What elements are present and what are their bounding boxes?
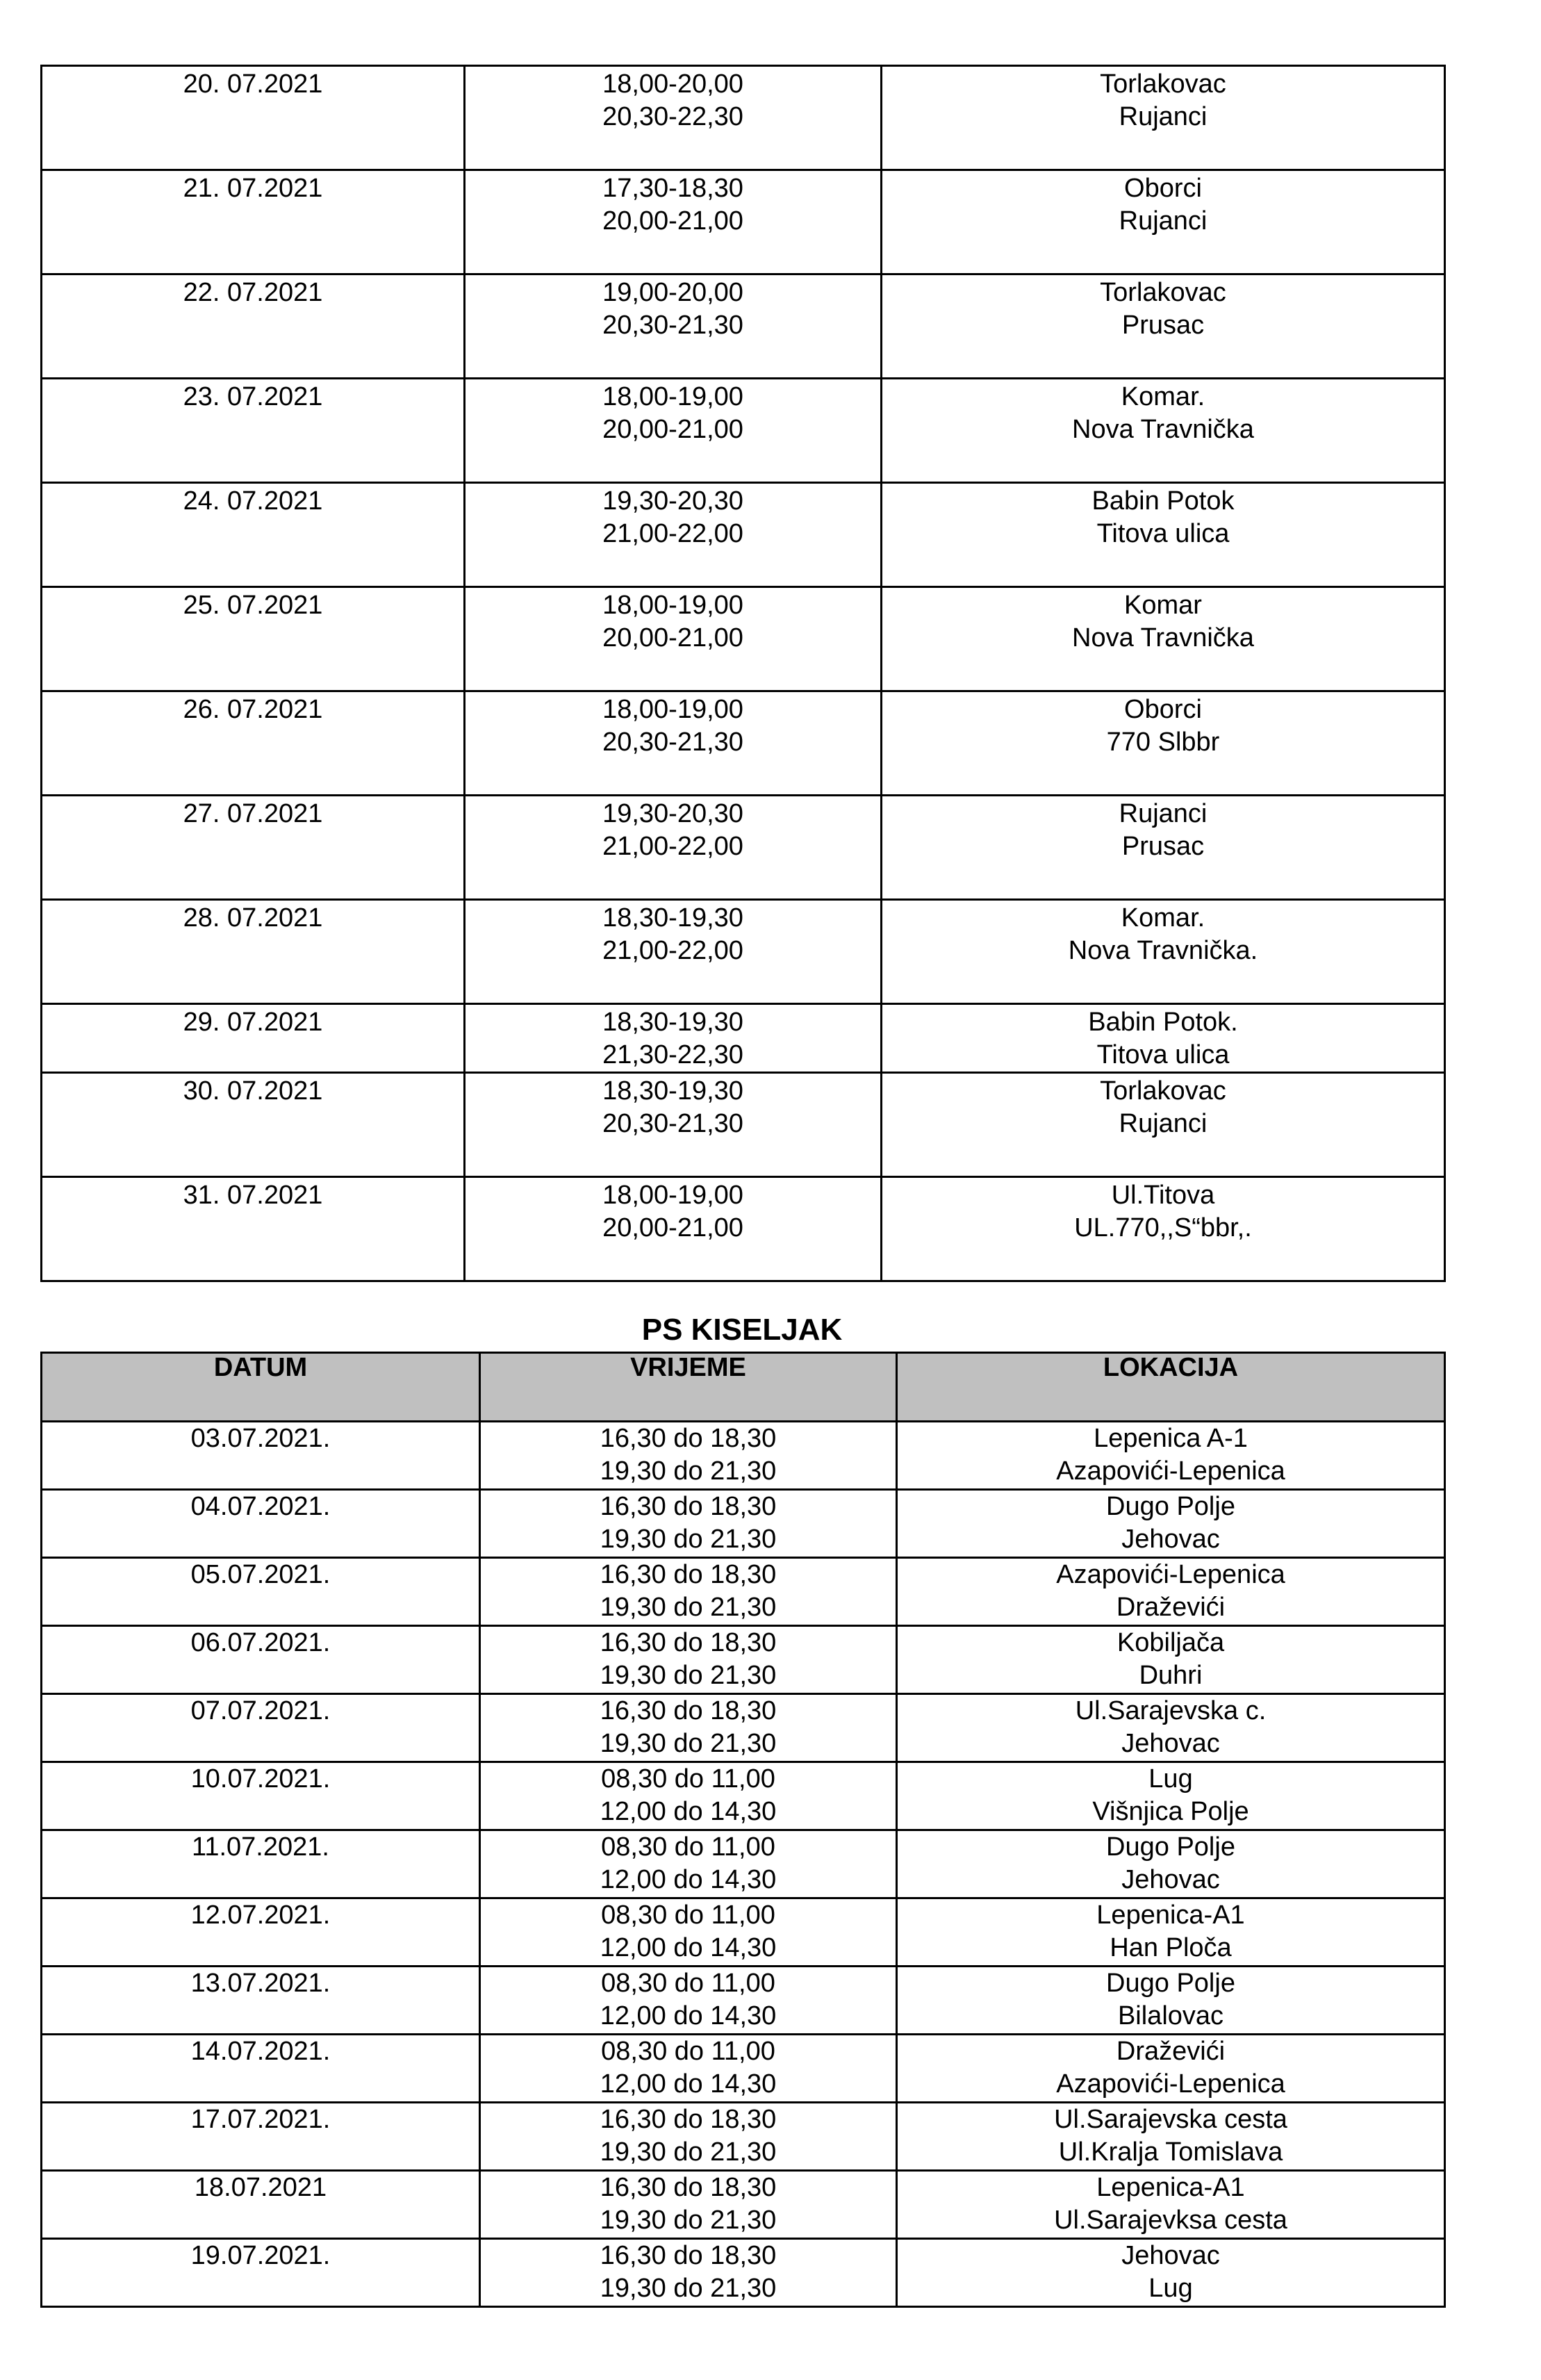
time-slot: 16,30 do 18,30 (600, 1628, 777, 1657)
table-header-row (42, 1353, 1445, 1422)
location-name: Draževići (1116, 2037, 1226, 2066)
date-cell: 31. 07.2021 (42, 1177, 465, 1281)
time-cell (465, 483, 882, 587)
time-slot: 08,30 do 11,00 (601, 1901, 775, 1930)
location-name: Dugo Polje (1106, 1969, 1235, 1998)
date-cell: 13.07.2021. (42, 1967, 480, 2035)
location-name: Oborci (1124, 695, 1202, 724)
time-cell (465, 691, 882, 796)
time-slot: 19,30 do 21,30 (600, 1593, 777, 1622)
table-row (42, 66, 1445, 170)
location-name: Jehovac (1121, 2241, 1220, 2270)
date-cell: 05.07.2021. (42, 1558, 480, 1626)
time-cell (480, 2239, 897, 2307)
location-name: Lepenica-A1 (1096, 1901, 1245, 1930)
location-name: Dugo Polje (1106, 1492, 1235, 1521)
date-cell: 14.07.2021. (42, 2035, 480, 2103)
table-row (42, 587, 1445, 691)
location-name: Han Ploča (1110, 1933, 1232, 1962)
time-slot: 16,30 do 18,30 (600, 1696, 777, 1725)
location-cell (897, 1898, 1445, 1967)
location-name: Ul.Sarajevska c. (1075, 1696, 1267, 1725)
location-cell (882, 1073, 1445, 1177)
time-slot: 19,30-20,30 (602, 799, 743, 828)
table-row (42, 1177, 1445, 1281)
location-name: Torlakovac (1100, 1076, 1226, 1106)
table-row (42, 1830, 1445, 1898)
date-cell: 17.07.2021. (42, 2103, 480, 2171)
location-name: Azapovići-Lepenica (1056, 1456, 1285, 1486)
time-slot: 19,30 do 21,30 (600, 2274, 777, 2303)
location-cell (882, 274, 1445, 379)
time-slot: 12,00 do 14,30 (600, 2001, 777, 2030)
location-name: Jehovac (1121, 1525, 1220, 1554)
location-name: Rujanci (1119, 102, 1208, 131)
table-row (42, 1422, 1445, 1490)
time-slot: 16,30 do 18,30 (600, 2173, 777, 2202)
location-cell (882, 691, 1445, 796)
time-slot: 21,30-22,30 (602, 1040, 743, 1069)
time-cell (465, 796, 882, 900)
table-row (42, 1967, 1445, 2035)
table-row (42, 1004, 1445, 1073)
location-name: Ul.Titova (1111, 1181, 1215, 1210)
location-cell (897, 1422, 1445, 1490)
location-name: Prusac (1121, 832, 1205, 861)
date-cell: 25. 07.2021 (42, 587, 465, 691)
time-cell (465, 1177, 882, 1281)
time-cell (480, 1898, 897, 1967)
location-cell (882, 170, 1445, 274)
time-cell (480, 1830, 897, 1898)
date-cell: 19.07.2021. (42, 2239, 480, 2307)
location-cell (897, 2103, 1445, 2171)
time-cell (480, 1422, 897, 1490)
header-datum: DATUM (42, 1353, 480, 1422)
location-cell (897, 1830, 1445, 1898)
date-cell: 07.07.2021. (42, 1694, 480, 1762)
time-slot: 12,00 do 14,30 (600, 2069, 777, 2099)
time-slot: 20,00-21,00 (602, 415, 743, 444)
time-slot: 18,30-19,30 (602, 903, 743, 933)
location-cell (897, 1490, 1445, 1558)
time-cell (480, 1967, 897, 2035)
time-slot: 08,30 do 11,00 (601, 1764, 775, 1794)
location-cell (882, 483, 1445, 587)
time-slot: 21,00-22,00 (602, 832, 743, 861)
time-slot: 12,00 do 14,30 (600, 1865, 777, 1894)
time-cell (465, 1004, 882, 1073)
location-cell (897, 1762, 1445, 1830)
location-cell (882, 900, 1445, 1004)
table-row (42, 379, 1445, 483)
time-slot: 18,30-19,30 (602, 1008, 743, 1037)
table-row (42, 2171, 1445, 2239)
location-name: Prusac (1121, 311, 1205, 340)
location-name: Azapovići-Lepenica (1056, 2069, 1285, 2099)
location-name: UL.770,,S“bbr,. (1074, 1213, 1252, 1242)
location-name: Ul.Sarajevska cesta (1054, 2105, 1287, 2134)
time-cell (465, 379, 882, 483)
time-slot: 19,30 do 21,30 (600, 1661, 777, 1690)
date-cell: 27. 07.2021 (42, 796, 465, 900)
time-slot: 20,30-21,30 (602, 728, 743, 757)
location-name: Torlakovac (1100, 278, 1226, 307)
time-slot: 21,00-22,00 (602, 519, 743, 548)
date-cell: 22. 07.2021 (42, 274, 465, 379)
time-slot: 18,00-19,00 (602, 1181, 743, 1210)
time-slot: 20,00-21,00 (602, 1213, 743, 1242)
time-slot: 20,00-21,00 (602, 206, 743, 236)
time-slot: 19,30 do 21,30 (600, 2137, 777, 2167)
table-row (42, 2103, 1445, 2171)
location-name: 770 Slbbr (1106, 728, 1220, 757)
location-name: Duhri (1139, 1661, 1203, 1690)
time-slot: 16,30 do 18,30 (600, 1560, 777, 1589)
date-cell: 21. 07.2021 (42, 170, 465, 274)
schedule-table-kiseljak (40, 1352, 1446, 2308)
location-cell (897, 2171, 1445, 2239)
location-name: Rujanci (1119, 799, 1208, 828)
location-name: Draževići (1116, 1593, 1226, 1622)
time-slot: 16,30 do 18,30 (600, 2241, 777, 2270)
time-cell (465, 170, 882, 274)
time-slot: 19,30-20,30 (602, 486, 743, 516)
date-cell: 03.07.2021. (42, 1422, 480, 1490)
time-cell (465, 66, 882, 170)
header-vrijeme: VRIJEME (480, 1353, 897, 1422)
location-name: Torlakovac (1100, 69, 1226, 99)
time-slot: 16,30 do 18,30 (600, 2105, 777, 2134)
date-cell: 29. 07.2021 (42, 1004, 465, 1073)
location-cell (882, 1004, 1445, 1073)
time-cell (465, 1073, 882, 1177)
time-cell (465, 274, 882, 379)
time-cell (465, 587, 882, 691)
time-slot: 19,30 do 21,30 (600, 1729, 777, 1758)
location-name: Titova ulica (1096, 1040, 1230, 1069)
location-cell (897, 2239, 1445, 2307)
schedule-table-1-body (42, 66, 1445, 1281)
date-cell: 06.07.2021. (42, 1626, 480, 1694)
location-name: Oborci (1124, 174, 1202, 203)
location-cell (882, 587, 1445, 691)
location-name: Ul.Kralja Tomislava (1058, 2137, 1283, 2167)
location-cell (882, 796, 1445, 900)
time-slot: 21,00-22,00 (602, 936, 743, 965)
date-cell: 11.07.2021. (42, 1830, 480, 1898)
date-cell: 12.07.2021. (42, 1898, 480, 1967)
table-row (42, 1762, 1445, 1830)
table-row (42, 483, 1445, 587)
location-name: Lepenica A-1 (1094, 1424, 1248, 1453)
time-cell (480, 1558, 897, 1626)
date-cell: 20. 07.2021 (42, 66, 465, 170)
date-cell: 10.07.2021. (42, 1762, 480, 1830)
location-name: Azapovići-Lepenica (1056, 1560, 1285, 1589)
location-cell (897, 1558, 1445, 1626)
time-slot: 08,30 do 11,00 (601, 2037, 775, 2066)
time-slot: 19,30 do 21,30 (600, 1525, 777, 1554)
time-slot: 18,00-19,00 (602, 382, 743, 411)
time-slot: 12,00 do 14,30 (600, 1797, 777, 1826)
time-slot: 20,30-21,30 (602, 1109, 743, 1138)
table-row (42, 2239, 1445, 2307)
time-cell (480, 2035, 897, 2103)
time-slot: 12,00 do 14,30 (600, 1933, 777, 1962)
time-slot: 18,00-19,00 (602, 695, 743, 724)
date-cell: 24. 07.2021 (42, 483, 465, 587)
time-slot: 19,30 do 21,30 (600, 2206, 777, 2235)
table-row (42, 1898, 1445, 1967)
location-cell (882, 1177, 1445, 1281)
location-name: Komar (1124, 591, 1202, 620)
table-row (42, 1073, 1445, 1177)
location-cell (882, 379, 1445, 483)
date-cell: 30. 07.2021 (42, 1073, 465, 1177)
header-lokacija: LOKACIJA (897, 1353, 1445, 1422)
location-name: Jehovac (1121, 1865, 1220, 1894)
table-row (42, 796, 1445, 900)
location-cell (882, 66, 1445, 170)
location-name: Dugo Polje (1106, 1832, 1235, 1862)
location-name: Jehovac (1121, 1729, 1220, 1758)
date-cell: 04.07.2021. (42, 1490, 480, 1558)
time-slot: 19,30 do 21,30 (600, 1456, 777, 1486)
location-name: Titova ulica (1096, 519, 1230, 548)
location-name: Lepenica-A1 (1096, 2173, 1245, 2202)
time-slot: 16,30 do 18,30 (600, 1424, 777, 1453)
section-title-ps-kiseljak: PS KISELJAK (641, 1313, 843, 1347)
time-slot: 08,30 do 11,00 (601, 1832, 775, 1862)
date-cell: 28. 07.2021 (42, 900, 465, 1004)
location-cell (897, 2035, 1445, 2103)
location-name: Komar. (1121, 382, 1205, 411)
time-slot: 17,30-18,30 (602, 174, 743, 203)
location-name: Lug (1148, 2274, 1193, 2303)
location-name: Višnjica Polje (1092, 1797, 1249, 1826)
location-name: Komar. (1121, 903, 1205, 933)
time-cell (480, 2103, 897, 2171)
table-row (42, 1694, 1445, 1762)
location-cell (897, 1626, 1445, 1694)
time-slot: 20,00-21,00 (602, 623, 743, 653)
location-cell (897, 1967, 1445, 2035)
location-cell (897, 1694, 1445, 1762)
table-row (42, 2035, 1445, 2103)
time-slot: 18,30-19,30 (602, 1076, 743, 1106)
time-slot: 16,30 do 18,30 (600, 1492, 777, 1521)
time-slot: 20,30-21,30 (602, 311, 743, 340)
time-cell (480, 2171, 897, 2239)
table-row (42, 1490, 1445, 1558)
location-name: Bilalovac (1117, 2001, 1224, 2030)
time-slot: 18,00-19,00 (602, 591, 743, 620)
location-name: Rujanci (1119, 1109, 1208, 1138)
table-row (42, 691, 1445, 796)
location-name: Kobiljača (1116, 1628, 1225, 1657)
schedule-table-1 (40, 65, 1446, 1282)
location-name: Lug (1148, 1764, 1193, 1794)
time-cell (480, 1490, 897, 1558)
time-cell (465, 900, 882, 1004)
date-cell: 18.07.2021 (42, 2171, 480, 2239)
time-slot: 18,00-20,00 (602, 69, 743, 99)
schedule-table-kiseljak-body (42, 1422, 1445, 2307)
time-slot: 08,30 do 11,00 (601, 1969, 775, 1998)
location-name: Babin Potok. (1088, 1008, 1238, 1037)
time-slot: 20,30-22,30 (602, 102, 743, 131)
table-row (42, 1626, 1445, 1694)
time-cell (480, 1694, 897, 1762)
date-cell: 26. 07.2021 (42, 691, 465, 796)
table-row (42, 900, 1445, 1004)
location-name: Nova Travnička. (1068, 936, 1258, 965)
table-row (42, 274, 1445, 379)
time-slot: 19,00-20,00 (602, 278, 743, 307)
location-name: Rujanci (1119, 206, 1208, 236)
time-cell (480, 1762, 897, 1830)
location-name: Ul.Sarajevksa cesta (1054, 2206, 1287, 2235)
location-name: Babin Potok (1091, 486, 1235, 516)
table-row (42, 1558, 1445, 1626)
date-cell: 23. 07.2021 (42, 379, 465, 483)
time-cell (480, 1626, 897, 1694)
location-name: Nova Travnička (1072, 623, 1254, 653)
table-row (42, 170, 1445, 274)
location-name: Nova Travnička (1072, 415, 1254, 444)
